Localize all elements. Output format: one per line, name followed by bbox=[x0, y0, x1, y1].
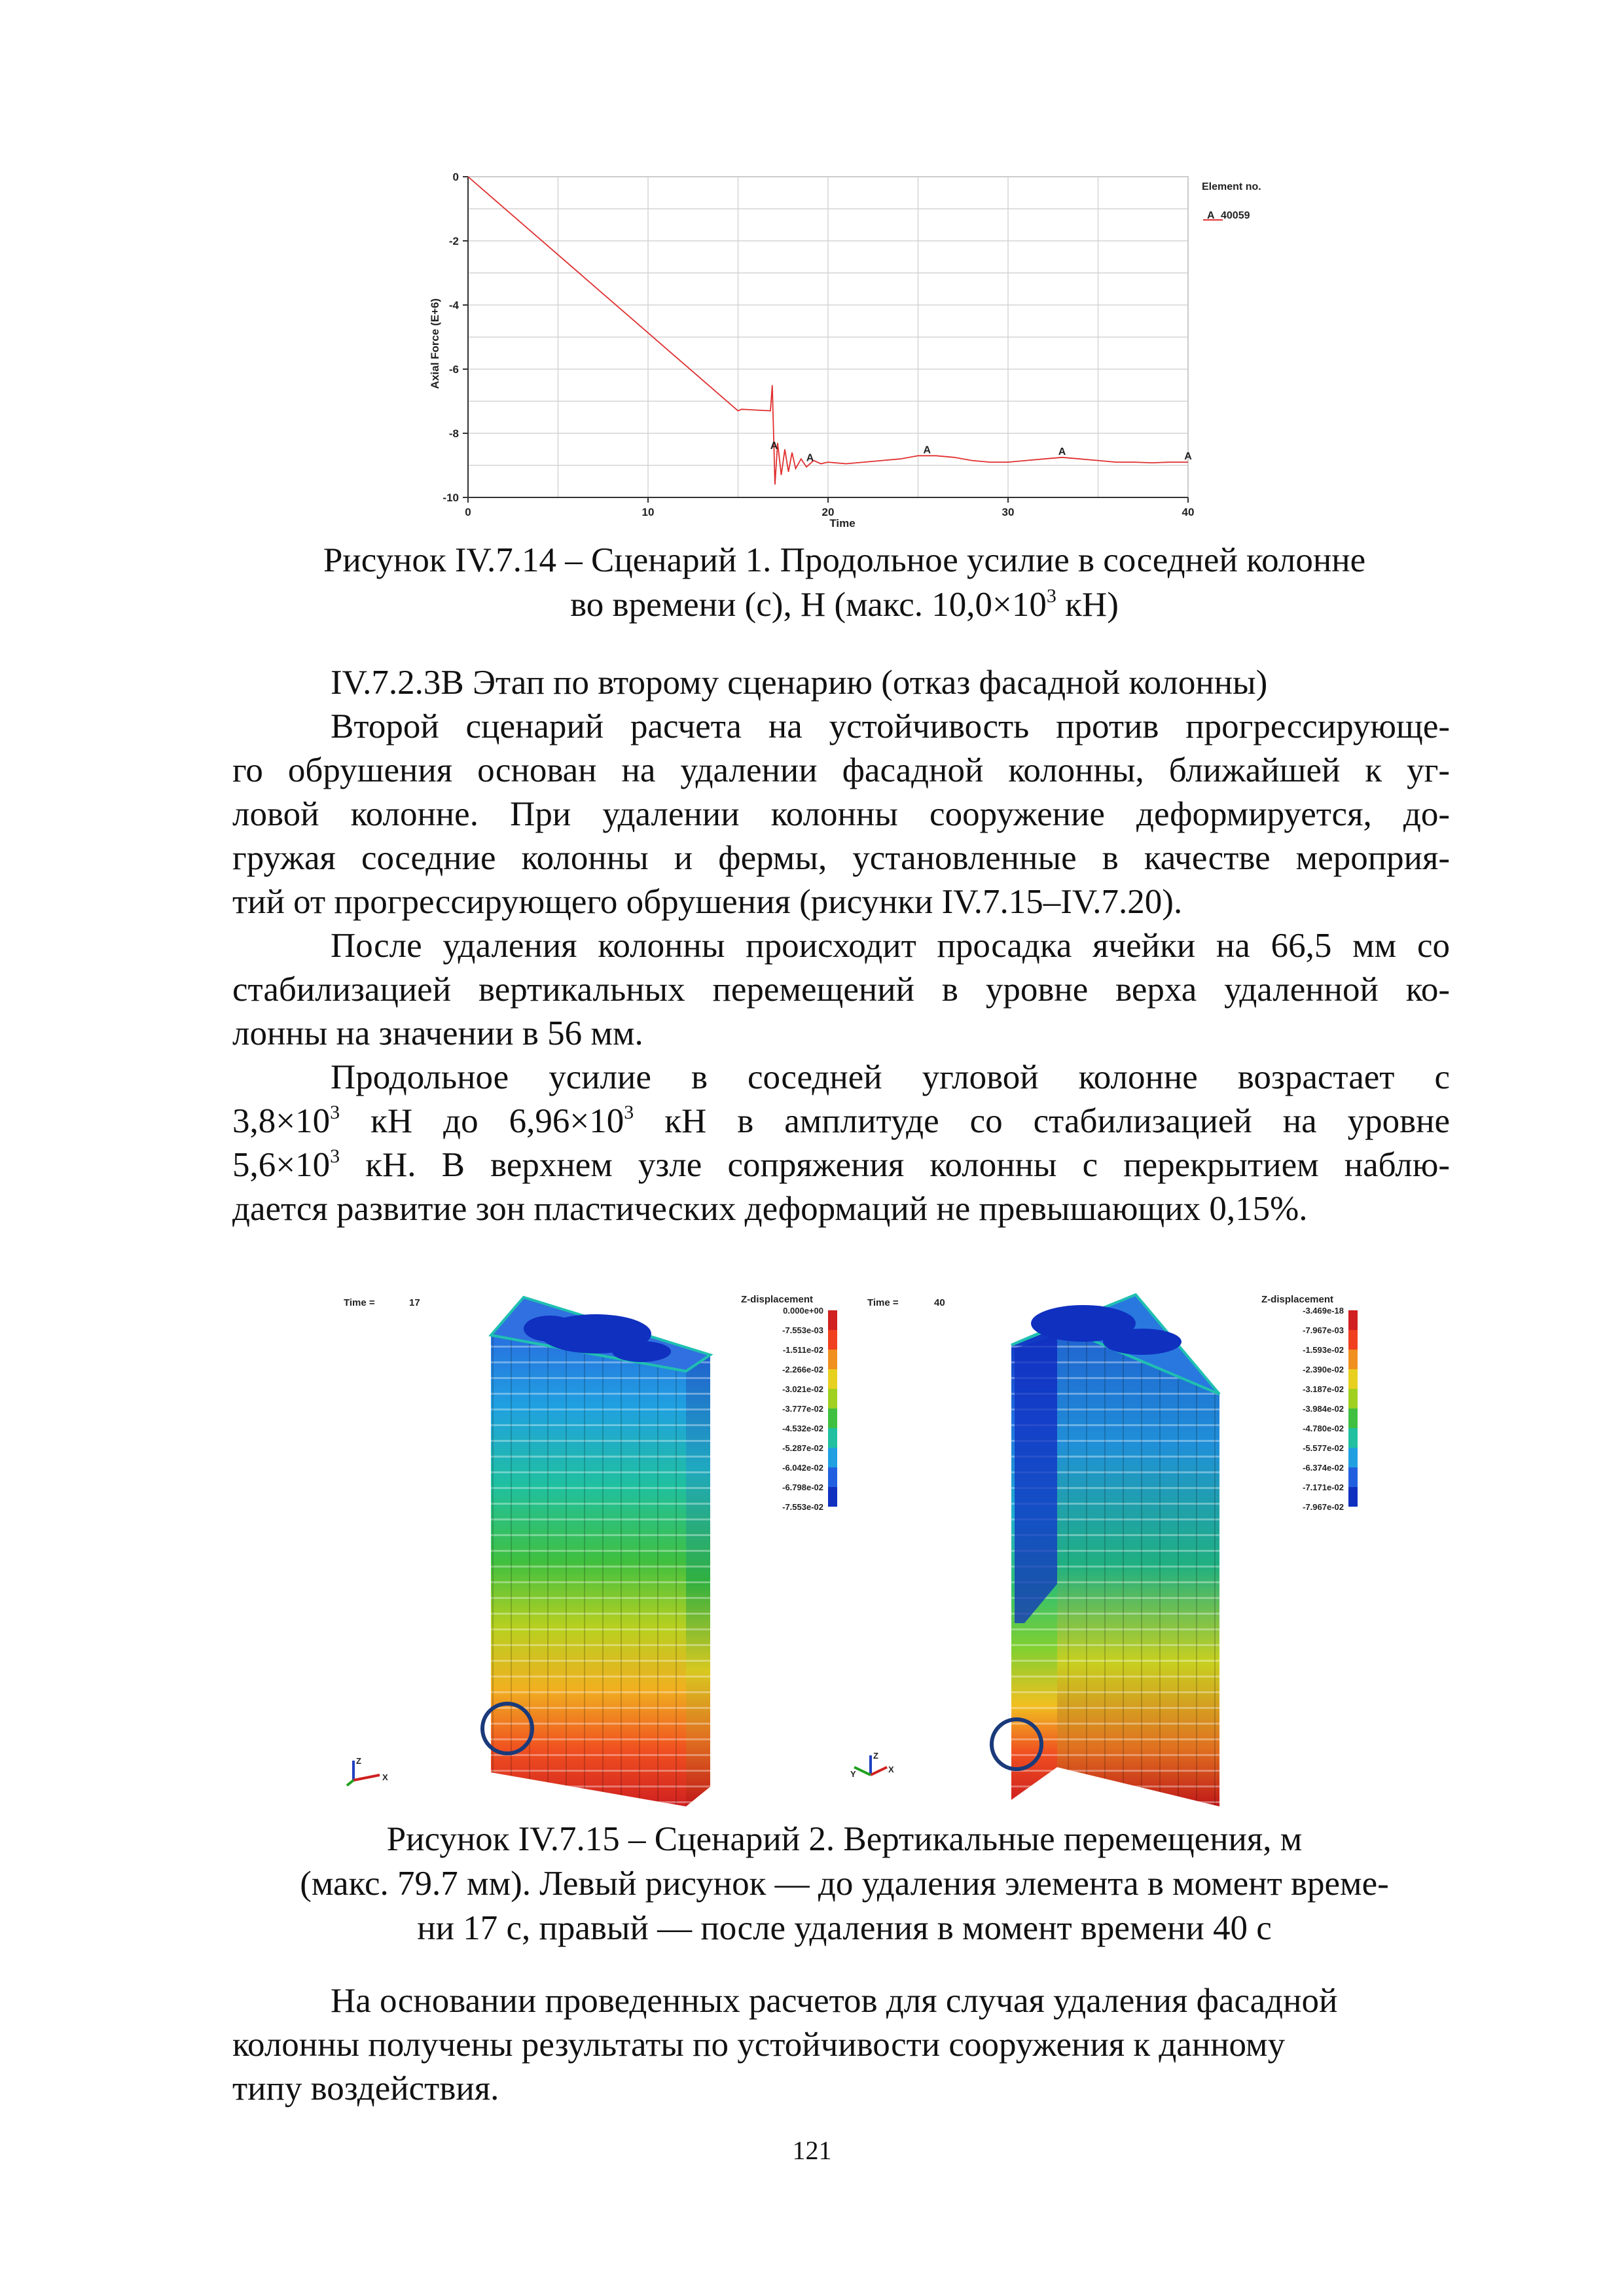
para2-line: лонны на значении в 56 мм. bbox=[232, 1014, 643, 1052]
legend-value: -7.967e-02 bbox=[1303, 1502, 1344, 1512]
legend-value: -5.577e-02 bbox=[1303, 1443, 1344, 1453]
text-fragment: кН в амплитуде со стабилизацией на уровне bbox=[634, 1102, 1450, 1140]
legend-value: -7.553e-03 bbox=[782, 1325, 823, 1335]
legend-color-swatch bbox=[828, 1428, 837, 1448]
x-tick-label: 0 bbox=[465, 506, 471, 518]
legend-marker: A bbox=[1207, 210, 1215, 221]
legend-value: -6.374e-02 bbox=[1303, 1463, 1344, 1473]
legend-color-swatch bbox=[828, 1330, 837, 1350]
axis-x: X bbox=[382, 1772, 388, 1782]
para2-line: стабилизацией вертикальных перемещений в уровне верха удаленной ко- bbox=[232, 971, 1450, 1009]
legend-value: -3.021e-02 bbox=[782, 1384, 823, 1394]
time-label: Time = bbox=[867, 1297, 899, 1308]
legend-title: Element no. bbox=[1202, 181, 1261, 192]
legend-entry-40059: 40059 bbox=[1221, 210, 1250, 221]
para1-line: Второй сценарий расчета на устойчивость против прогрессирующе- bbox=[331, 708, 1450, 745]
caption-text: кН) bbox=[1056, 586, 1119, 624]
caption-sup: 3 bbox=[1046, 585, 1056, 607]
building-side-face-floors bbox=[686, 1355, 710, 1806]
page-number: 121 bbox=[792, 2136, 832, 2165]
legend-color-swatch bbox=[1348, 1369, 1358, 1389]
para4-line: колонны получены результаты по устойчивости сооружения к данному bbox=[232, 2026, 1286, 2064]
legend-color-swatch bbox=[1348, 1310, 1358, 1330]
legend-color-swatch bbox=[1348, 1428, 1358, 1448]
axis-z: Z bbox=[873, 1751, 878, 1761]
roof-displacement-zone bbox=[524, 1316, 576, 1342]
legend-value: -2.266e-02 bbox=[782, 1365, 823, 1374]
y-tick-label: -4 bbox=[448, 299, 459, 312]
axis-x: X bbox=[888, 1765, 894, 1774]
body-text-bottom bbox=[232, 1979, 1450, 2111]
legend-value: -7.553e-02 bbox=[782, 1502, 823, 1512]
building-front-face-columns bbox=[491, 1335, 686, 1806]
axis-triad bbox=[347, 1756, 388, 1785]
legend-value: -2.390e-02 bbox=[1303, 1365, 1344, 1374]
legend-value: 0.000e+00 bbox=[783, 1306, 823, 1316]
legend-color-swatch bbox=[828, 1389, 837, 1408]
x-tick-label: 40 bbox=[1182, 506, 1195, 518]
figure-14-caption-line1: Рисунок IV.7.14 – Сценарий 1. Продольное усилие в соседней колонне bbox=[323, 541, 1366, 579]
legend-color-swatch bbox=[828, 1408, 837, 1428]
figure-14-caption-line2 bbox=[223, 583, 1466, 627]
failure-zone bbox=[1015, 1335, 1057, 1623]
y-axis-line bbox=[347, 1780, 353, 1785]
x-axis-line bbox=[871, 1767, 887, 1775]
axis-z: Z bbox=[356, 1756, 361, 1766]
section-heading: IV.7.2.3В Этап по второму сценарию (отказ фасадной колонны) bbox=[331, 664, 1268, 702]
x-tick-label: 10 bbox=[641, 506, 655, 518]
displacement-legend bbox=[741, 1294, 837, 1512]
time-value: 40 bbox=[934, 1297, 945, 1308]
axial-force-chart bbox=[406, 164, 1296, 537]
building-figure-left bbox=[327, 1283, 851, 1806]
text-fragment: кН до 6,96×10 bbox=[340, 1102, 624, 1140]
x-tick-label: 20 bbox=[821, 506, 835, 518]
series-marker: A bbox=[770, 440, 778, 452]
legend-title: Z-displacement bbox=[741, 1294, 814, 1305]
para4-line: На основании проведенных расчетов для случая удаления фасадной bbox=[331, 1982, 1338, 2020]
legend-color-swatch bbox=[1348, 1467, 1358, 1487]
y-axis-line bbox=[854, 1767, 871, 1775]
building-model bbox=[482, 1297, 710, 1806]
y-tick-label: -10 bbox=[442, 492, 459, 504]
legend-color-swatch bbox=[828, 1467, 837, 1487]
legend-color-swatch bbox=[828, 1310, 837, 1330]
building-front-face-columns bbox=[1057, 1325, 1219, 1806]
legend-color-swatch bbox=[828, 1369, 837, 1389]
body-text-top bbox=[232, 661, 1450, 1231]
legend-color-swatch bbox=[828, 1448, 837, 1467]
figure-15-caption-line1: Рисунок IV.7.15 – Сценарий 2. Вертикальные перемещения, м bbox=[386, 1820, 1303, 1858]
legend-value: -1.593e-02 bbox=[1303, 1345, 1344, 1355]
legend-color-swatch bbox=[1348, 1487, 1358, 1507]
series-marker: A bbox=[1184, 451, 1192, 463]
legend-value: -6.042e-02 bbox=[782, 1463, 823, 1473]
figure-15-caption-line2: (макс. 79.7 мм). Левый рисунок — до удаления элемента в момент време- bbox=[300, 1865, 1389, 1903]
superscript: 3 bbox=[330, 1145, 340, 1168]
text-fragment: 5,6×10 bbox=[232, 1146, 331, 1184]
superscript: 3 bbox=[330, 1102, 340, 1124]
caption-text: во времени (с), Н (макс. 10,0×10 bbox=[570, 586, 1047, 624]
time-label: Time = bbox=[344, 1297, 375, 1308]
roof-displacement-zone bbox=[1103, 1329, 1182, 1355]
para2-line: После удаления колонны происходит просадка ячейки на 66,5 мм со bbox=[331, 927, 1450, 965]
y-tick-label: -8 bbox=[448, 427, 459, 440]
para3-line: Продольное усилие в соседней угловой колонне возрастает с bbox=[331, 1058, 1450, 1096]
legend-title: Z-displacement bbox=[1261, 1294, 1334, 1305]
chart-legend bbox=[1202, 181, 1261, 221]
para3-line: дается развитие зон пластических деформаций не превышающих 0,15%. bbox=[232, 1190, 1308, 1228]
legend-value: -3.777e-02 bbox=[782, 1404, 823, 1414]
para1-line: гружая соседние колонны и фермы, установленные в качестве мероприя- bbox=[232, 839, 1450, 877]
time-value: 17 bbox=[409, 1297, 420, 1308]
para1-line: ловой колонне. При удалении колонны сооружение деформируется, до- bbox=[232, 795, 1450, 833]
axis-y: Y bbox=[850, 1769, 856, 1779]
chart-grid bbox=[468, 177, 1188, 497]
legend-color-swatch bbox=[1348, 1350, 1358, 1369]
y-tick-label: -2 bbox=[448, 235, 459, 247]
x-tick-label: 30 bbox=[1001, 506, 1015, 518]
legend-color-swatch bbox=[828, 1350, 837, 1369]
displacement-legend bbox=[1261, 1294, 1358, 1512]
para3-line bbox=[232, 1100, 1450, 1143]
legend-value: -3.984e-02 bbox=[1303, 1404, 1344, 1414]
x-axis-label: Time bbox=[829, 517, 856, 529]
legend-value: -7.171e-02 bbox=[1303, 1482, 1344, 1492]
building-figure-right bbox=[848, 1283, 1411, 1806]
para1-line: тий от прогрессирующего обрушения (рисунки IV.7.15–IV.7.20). bbox=[232, 883, 1183, 921]
para3-line bbox=[232, 1143, 1450, 1187]
legend-color-swatch bbox=[1348, 1408, 1358, 1428]
figure-15-caption bbox=[223, 1817, 1466, 1950]
legend-color-swatch bbox=[1348, 1330, 1358, 1350]
y-tick-label: 0 bbox=[452, 171, 459, 183]
figure-14-caption bbox=[223, 538, 1466, 627]
legend-color-swatch bbox=[828, 1487, 837, 1507]
legend-value: -6.798e-02 bbox=[782, 1482, 823, 1492]
legend-value: -7.967e-03 bbox=[1303, 1325, 1344, 1335]
superscript: 3 bbox=[624, 1102, 634, 1124]
building-model bbox=[992, 1295, 1219, 1806]
y-axis-label: Axial Force (E+6) bbox=[429, 298, 441, 389]
para4-line: типу воздействия. bbox=[232, 2070, 499, 2108]
x-axis-line bbox=[353, 1775, 380, 1780]
series-marker: A bbox=[923, 444, 931, 456]
legend-value: -1.511e-02 bbox=[782, 1345, 823, 1355]
para1-line: го обрушения основан на удалении фасадной колонны, ближайшей к уг- bbox=[232, 751, 1450, 789]
chart-series bbox=[468, 177, 1192, 484]
axis-triad bbox=[850, 1751, 894, 1779]
legend-value: -5.287e-02 bbox=[782, 1443, 823, 1453]
legend-value: -3.187e-02 bbox=[1303, 1384, 1344, 1394]
legend-color-swatch bbox=[1348, 1448, 1358, 1467]
legend-value: -3.469e-18 bbox=[1303, 1306, 1344, 1316]
series-marker: A bbox=[806, 452, 814, 464]
chart-ticks bbox=[442, 171, 1194, 518]
y-tick-label: -6 bbox=[448, 363, 459, 376]
legend-value: -4.532e-02 bbox=[782, 1424, 823, 1433]
series-marker: A bbox=[1058, 446, 1066, 457]
figure-15-caption-line3: ни 17 с, правый — после удаления в момент времени 40 с bbox=[417, 1909, 1272, 1947]
text-fragment: кН. В верхнем узле сопряжения колонны с перекрытием наблю- bbox=[340, 1146, 1450, 1184]
text-fragment: 3,8×10 bbox=[232, 1102, 331, 1140]
legend-color-swatch bbox=[1348, 1389, 1358, 1408]
roof-displacement-zone bbox=[612, 1341, 671, 1362]
legend-value: -4.780e-02 bbox=[1303, 1424, 1344, 1433]
